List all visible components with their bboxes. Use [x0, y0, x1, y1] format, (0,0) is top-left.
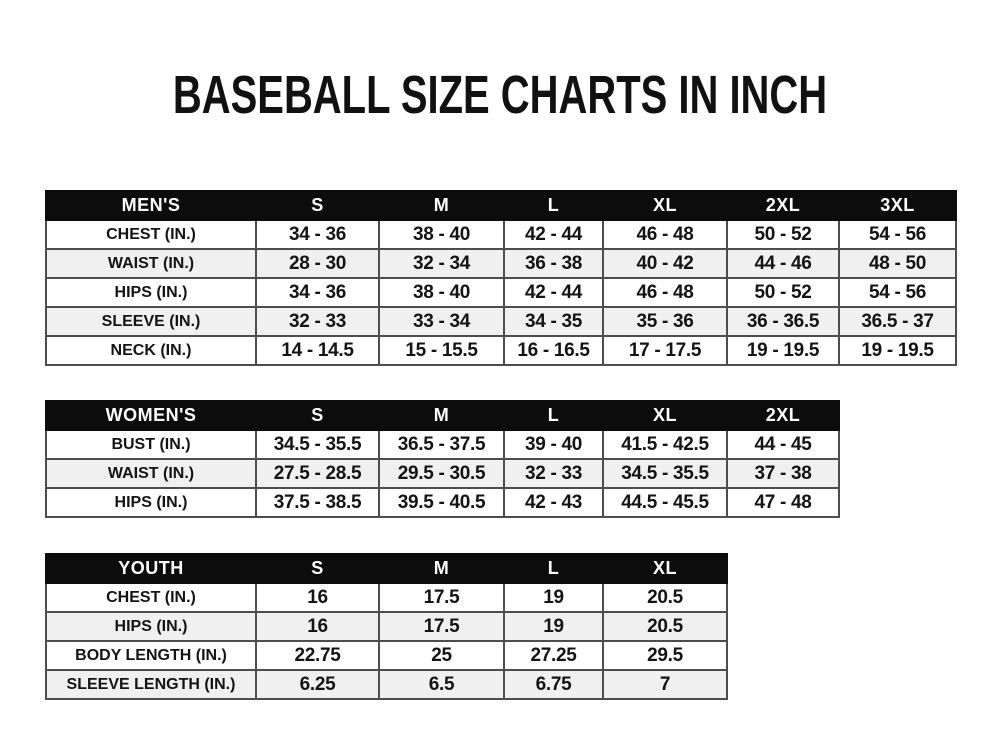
row-label-cell: SLEEVE LENGTH (IN.) — [46, 670, 256, 699]
size-value-cell: 6.75 — [504, 670, 603, 699]
size-value-cell: 14 - 14.5 — [256, 336, 379, 365]
size-value-cell: 34 - 36 — [256, 278, 379, 307]
size-value-cell: 38 - 40 — [379, 220, 504, 249]
size-value-cell: 29.5 — [603, 641, 727, 670]
womens-header-row — [46, 401, 839, 430]
size-value-cell: 19 - 19.5 — [727, 336, 839, 365]
size-value-cell: 39.5 - 40.5 — [379, 488, 504, 517]
row-label-cell: WAIST (IN.) — [46, 459, 256, 488]
size-value-cell: 22.75 — [256, 641, 379, 670]
youth-size-header-s: S — [256, 554, 379, 583]
size-value-cell: 17.5 — [379, 612, 504, 641]
size-value-cell: 40 - 42 — [603, 249, 727, 278]
size-value-cell: 37.5 - 38.5 — [256, 488, 379, 517]
table-row — [46, 307, 956, 336]
youth-header-row — [46, 554, 727, 583]
size-value-cell: 54 - 56 — [839, 220, 956, 249]
size-value-cell: 29.5 - 30.5 — [379, 459, 504, 488]
size-value-cell: 48 - 50 — [839, 249, 956, 278]
size-value-cell: 34 - 35 — [504, 307, 603, 336]
size-value-cell: 6.25 — [256, 670, 379, 699]
size-value-cell: 47 - 48 — [727, 488, 839, 517]
mens-size-header-l: L — [504, 191, 603, 220]
size-value-cell: 16 - 16.5 — [504, 336, 603, 365]
size-value-cell: 36 - 38 — [504, 249, 603, 278]
row-label-cell: BUST (IN.) — [46, 430, 256, 459]
mens-size-header-2xl: 2XL — [727, 191, 839, 220]
page-title — [0, 64, 1000, 126]
size-value-cell: 44.5 - 45.5 — [603, 488, 727, 517]
row-label-cell: CHEST (IN.) — [46, 220, 256, 249]
table-row — [46, 670, 727, 699]
womens-size-header-xl: XL — [603, 401, 727, 430]
table-row — [46, 641, 727, 670]
size-value-cell: 25 — [379, 641, 504, 670]
row-label-cell: NECK (IN.) — [46, 336, 256, 365]
size-value-cell: 32 - 33 — [256, 307, 379, 336]
size-value-cell: 42 - 44 — [504, 220, 603, 249]
youth-size-table — [45, 553, 728, 700]
size-value-cell: 15 - 15.5 — [379, 336, 504, 365]
table-row — [46, 612, 727, 641]
youth-size-header-m: M — [379, 554, 504, 583]
size-value-cell: 39 - 40 — [504, 430, 603, 459]
size-value-cell: 32 - 34 — [379, 249, 504, 278]
mens-size-table — [45, 190, 957, 366]
size-value-cell: 36.5 - 37 — [839, 307, 956, 336]
womens-size-table — [45, 400, 840, 518]
size-value-cell: 17.5 — [379, 583, 504, 612]
womens-size-header-2xl: 2XL — [727, 401, 839, 430]
size-value-cell: 32 - 33 — [504, 459, 603, 488]
size-value-cell: 16 — [256, 583, 379, 612]
table-row — [46, 488, 839, 517]
size-value-cell: 46 - 48 — [603, 220, 727, 249]
size-value-cell: 44 - 45 — [727, 430, 839, 459]
row-label-cell: SLEEVE (IN.) — [46, 307, 256, 336]
youth-group-label: YOUTH — [46, 554, 256, 583]
row-label-cell: HIPS (IN.) — [46, 612, 256, 641]
size-value-cell: 27.25 — [504, 641, 603, 670]
table-row — [46, 220, 956, 249]
size-value-cell: 16 — [256, 612, 379, 641]
size-value-cell: 17 - 17.5 — [603, 336, 727, 365]
size-value-cell: 50 - 52 — [727, 278, 839, 307]
mens-size-header-3xl: 3XL — [839, 191, 956, 220]
size-value-cell: 34.5 - 35.5 — [256, 430, 379, 459]
page-title-text: BASEBALL SIZE CHARTS IN INCH — [172, 65, 828, 125]
size-value-cell: 38 - 40 — [379, 278, 504, 307]
womens-size-header-m: M — [379, 401, 504, 430]
size-value-cell: 54 - 56 — [839, 278, 956, 307]
size-value-cell: 7 — [603, 670, 727, 699]
size-value-cell: 41.5 - 42.5 — [603, 430, 727, 459]
size-value-cell: 27.5 - 28.5 — [256, 459, 379, 488]
table-row — [46, 278, 956, 307]
mens-group-label: MEN'S — [46, 191, 256, 220]
row-label-cell: BODY LENGTH (IN.) — [46, 641, 256, 670]
size-value-cell: 6.5 — [379, 670, 504, 699]
womens-size-header-s: S — [256, 401, 379, 430]
mens-size-header-m: M — [379, 191, 504, 220]
size-value-cell: 28 - 30 — [256, 249, 379, 278]
mens-size-header-s: S — [256, 191, 379, 220]
womens-size-header-l: L — [504, 401, 603, 430]
size-value-cell: 44 - 46 — [727, 249, 839, 278]
size-value-cell: 46 - 48 — [603, 278, 727, 307]
youth-size-header-l: L — [504, 554, 603, 583]
table-row — [46, 583, 727, 612]
size-value-cell: 19 - 19.5 — [839, 336, 956, 365]
row-label-cell: WAIST (IN.) — [46, 249, 256, 278]
size-value-cell: 35 - 36 — [603, 307, 727, 336]
row-label-cell: HIPS (IN.) — [46, 488, 256, 517]
size-value-cell: 33 - 34 — [379, 307, 504, 336]
size-value-cell: 19 — [504, 583, 603, 612]
size-value-cell: 34.5 - 35.5 — [603, 459, 727, 488]
size-value-cell: 19 — [504, 612, 603, 641]
size-value-cell: 50 - 52 — [727, 220, 839, 249]
youth-size-header-xl: XL — [603, 554, 727, 583]
table-row — [46, 249, 956, 278]
womens-group-label: WOMEN'S — [46, 401, 256, 430]
table-row — [46, 430, 839, 459]
row-label-cell: CHEST (IN.) — [46, 583, 256, 612]
size-value-cell: 42 - 44 — [504, 278, 603, 307]
mens-header-row — [46, 191, 956, 220]
size-value-cell: 34 - 36 — [256, 220, 379, 249]
size-value-cell: 37 - 38 — [727, 459, 839, 488]
size-value-cell: 36 - 36.5 — [727, 307, 839, 336]
size-value-cell: 20.5 — [603, 612, 727, 641]
size-value-cell: 20.5 — [603, 583, 727, 612]
size-value-cell: 42 - 43 — [504, 488, 603, 517]
row-label-cell: HIPS (IN.) — [46, 278, 256, 307]
table-row — [46, 336, 956, 365]
table-row — [46, 459, 839, 488]
mens-size-header-xl: XL — [603, 191, 727, 220]
size-value-cell: 36.5 - 37.5 — [379, 430, 504, 459]
